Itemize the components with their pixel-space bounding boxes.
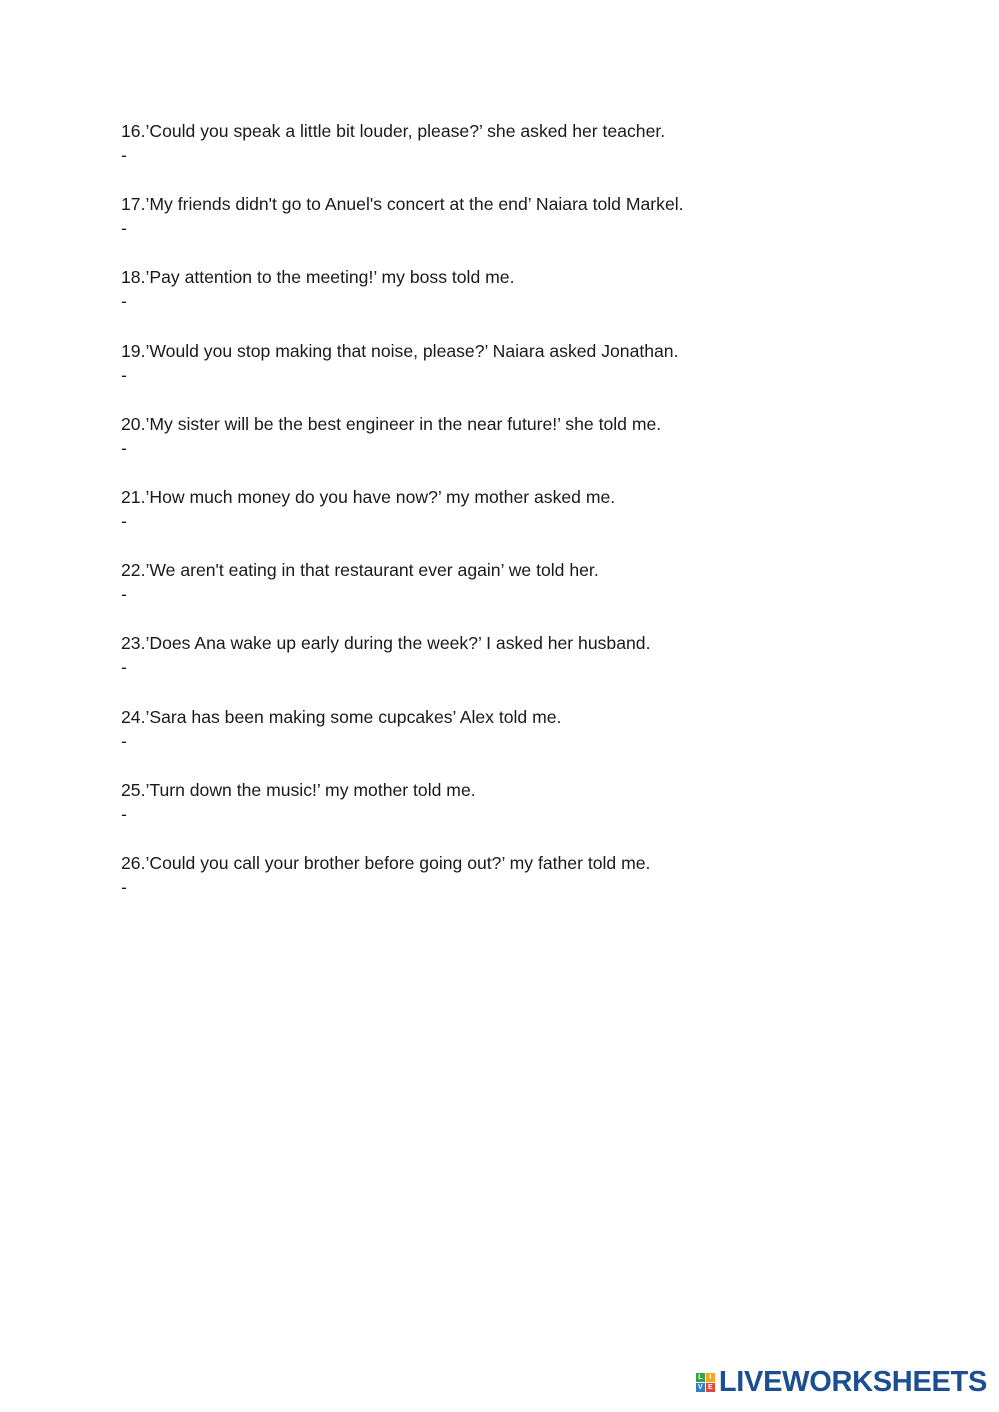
logo-tile-e: E — [706, 1383, 715, 1392]
logo-tile-i: I — [706, 1373, 715, 1382]
answer-line: - — [121, 876, 127, 897]
answer-line: - — [121, 584, 127, 605]
worksheet-body — [121, 118, 941, 923]
liveworksheets-logo-icon — [696, 1373, 715, 1392]
answer-line: - — [121, 218, 127, 239]
exercise-item-16 — [121, 118, 941, 191]
exercise-item-24 — [121, 704, 941, 777]
logo-tile-v: V — [696, 1383, 705, 1392]
exercise-sentence: 21.’How much money do you have now?’ my mother asked me. — [121, 486, 616, 507]
exercise-sentence: 25.’Turn down the music!’ my mother told me. — [121, 779, 476, 800]
exercise-sentence: 18.’Pay attention to the meeting!’ my boss told me. — [121, 267, 515, 288]
exercise-item-25 — [121, 777, 941, 850]
exercise-sentence: 23.’Does Ana wake up early during the week?’ I asked her husband. — [121, 633, 651, 654]
exercise-sentence: 16.’Could you speak a little bit louder, please?’ she asked her teacher. — [121, 121, 666, 141]
exercise-item-20 — [121, 411, 941, 484]
liveworksheets-logo — [696, 1364, 987, 1400]
exercise-sentence: 20.’My sister will be the best engineer in the near future!’ she told me. — [121, 413, 662, 434]
logo-tile-l: L — [696, 1373, 705, 1382]
answer-line: - — [121, 730, 127, 751]
answer-line: - — [121, 657, 127, 678]
exercise-sentence: 26.’Could you call your brother before going out?’ my father told me. — [121, 852, 651, 873]
answer-line: - — [121, 510, 127, 531]
exercise-item-17 — [121, 191, 941, 264]
exercise-item-23 — [121, 630, 941, 703]
exercise-sentence: 24.’Sara has been making some cupcakes’ Alex told me. — [121, 706, 562, 727]
exercise-sentence: 17.’My friends didn't go to Anuel's concert at the end’ Naiara told Markel. — [121, 194, 684, 215]
exercise-item-21 — [121, 484, 941, 557]
exercise-item-26 — [121, 850, 941, 923]
liveworksheets-logo-text: LIVEWORKSHEETS — [718, 1365, 987, 1398]
answer-line: - — [121, 291, 127, 312]
exercise-item-22 — [121, 557, 941, 630]
exercise-item-19 — [121, 338, 941, 411]
exercise-sentence: 22.’We aren't eating in that restaurant ever again’ we told her. — [121, 560, 599, 581]
answer-line: - — [121, 145, 127, 165]
answer-line: - — [121, 364, 127, 385]
exercise-sentence: 19.’Would you stop making that noise, please?’ Naiara asked Jonathan. — [121, 340, 679, 361]
exercise-item-18 — [121, 264, 941, 337]
answer-line: - — [121, 803, 127, 824]
answer-line: - — [121, 437, 127, 458]
